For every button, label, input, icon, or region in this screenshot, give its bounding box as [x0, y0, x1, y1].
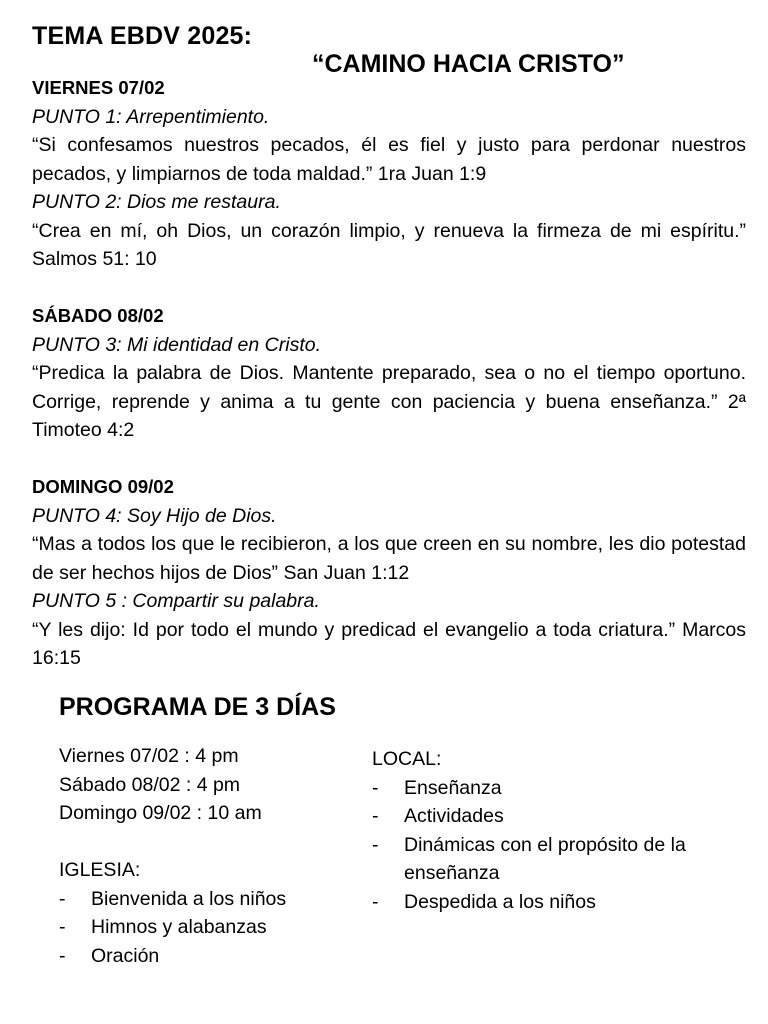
day-heading-domingo: DOMINGO 09/02 — [32, 476, 174, 497]
spacer — [32, 274, 746, 303]
theme-subtitle: “CAMINO HACIA CRISTO” — [312, 50, 625, 78]
dash-bullet: - — [372, 890, 379, 913]
spacer — [32, 445, 746, 474]
local-list-item — [372, 888, 732, 917]
programa-title: PROGRAMA DE 3 DÍAS — [59, 693, 336, 721]
schedule-item: Domingo 09/02 : 10 am — [59, 802, 262, 824]
dash-bullet: - — [372, 776, 379, 799]
local-heading: LOCAL: — [372, 748, 442, 770]
punto-5-quote: “Y les dijo: Id por todo el mundo y predicad el evangelio a toda criatura.” Marcos 16:15 — [32, 618, 746, 669]
punto-2-title: PUNTO 2: Dios me restaura. — [32, 191, 281, 213]
local-list-item — [372, 802, 732, 831]
iglesia-heading: IGLESIA: — [59, 859, 141, 881]
iglesia-list-item — [59, 942, 349, 971]
local-list-item — [372, 831, 732, 888]
punto-3-title: PUNTO 3: Mi identidad en Cristo. — [32, 333, 322, 356]
dash-bullet: - — [59, 944, 66, 967]
iglesia-item-text: Oración — [91, 944, 160, 967]
local-item-text: Despedida a los niños — [404, 890, 596, 913]
punto-5-title: PUNTO 5 : Compartir su palabra. — [32, 590, 320, 612]
day-heading-viernes: VIERNES 07/02 — [32, 77, 165, 98]
dash-bullet: - — [59, 887, 66, 910]
dash-bullet: - — [372, 805, 379, 827]
local-item-text: Enseñanza — [404, 776, 502, 799]
punto-4-quote: “Mas a todos los que le recibieron, a los que creen en su nombre, les dio potestad de ser hechos hijos de Dios” San Juan 1:12 — [32, 533, 746, 584]
local-list-item — [372, 774, 732, 803]
iglesia-list-item — [59, 913, 349, 942]
programa-right-column — [372, 745, 732, 916]
dash-bullet: - — [372, 833, 379, 856]
iglesia-item-text: Himnos y alabanzas — [91, 916, 267, 938]
programa-left-column — [59, 742, 349, 970]
punto-2-quote: “Crea en mí, oh Dios, un corazón limpio, y renueva la firmeza de mi espíritu.” Salmos 51: 10 — [32, 219, 746, 270]
document-title: TEMA EBDV 2025: — [32, 22, 253, 50]
punto-1-quote: “Si confesamos nuestros pecados, él es fiel y justo para perdonar nuestros pecados, y limpiarnos de toda maldad.” 1ra Juan 1:9 — [32, 134, 746, 185]
iglesia-item-text: Bienvenida a los niños — [91, 887, 287, 910]
local-item-text: Dinámicas con el propósito de la enseñanza — [404, 833, 686, 884]
punto-1-title: PUNTO 1: Arrepentimiento. — [32, 105, 270, 128]
schedule-item: Viernes 07/02 : 4 pm — [59, 745, 239, 767]
day-heading-sabado: SÁBADO 08/02 — [32, 305, 164, 326]
iglesia-list-item — [59, 885, 349, 914]
devotional-content — [32, 74, 746, 673]
punto-3-quote: “Predica la palabra de Dios. Mantente preparado, sea o no el tiempo oportuno. Corrige, reprende y anima a tu gente con paciencia y buena enseñanza.” 2ª Timoteo 4:2 — [32, 362, 746, 441]
dash-bullet: - — [59, 916, 66, 938]
spacer — [59, 828, 349, 857]
punto-4-title: PUNTO 4: Soy Hijo de Dios. — [32, 504, 277, 527]
schedule-item: Sábado 08/02 : 4 pm — [59, 773, 241, 796]
local-item-text: Actividades — [404, 805, 504, 827]
